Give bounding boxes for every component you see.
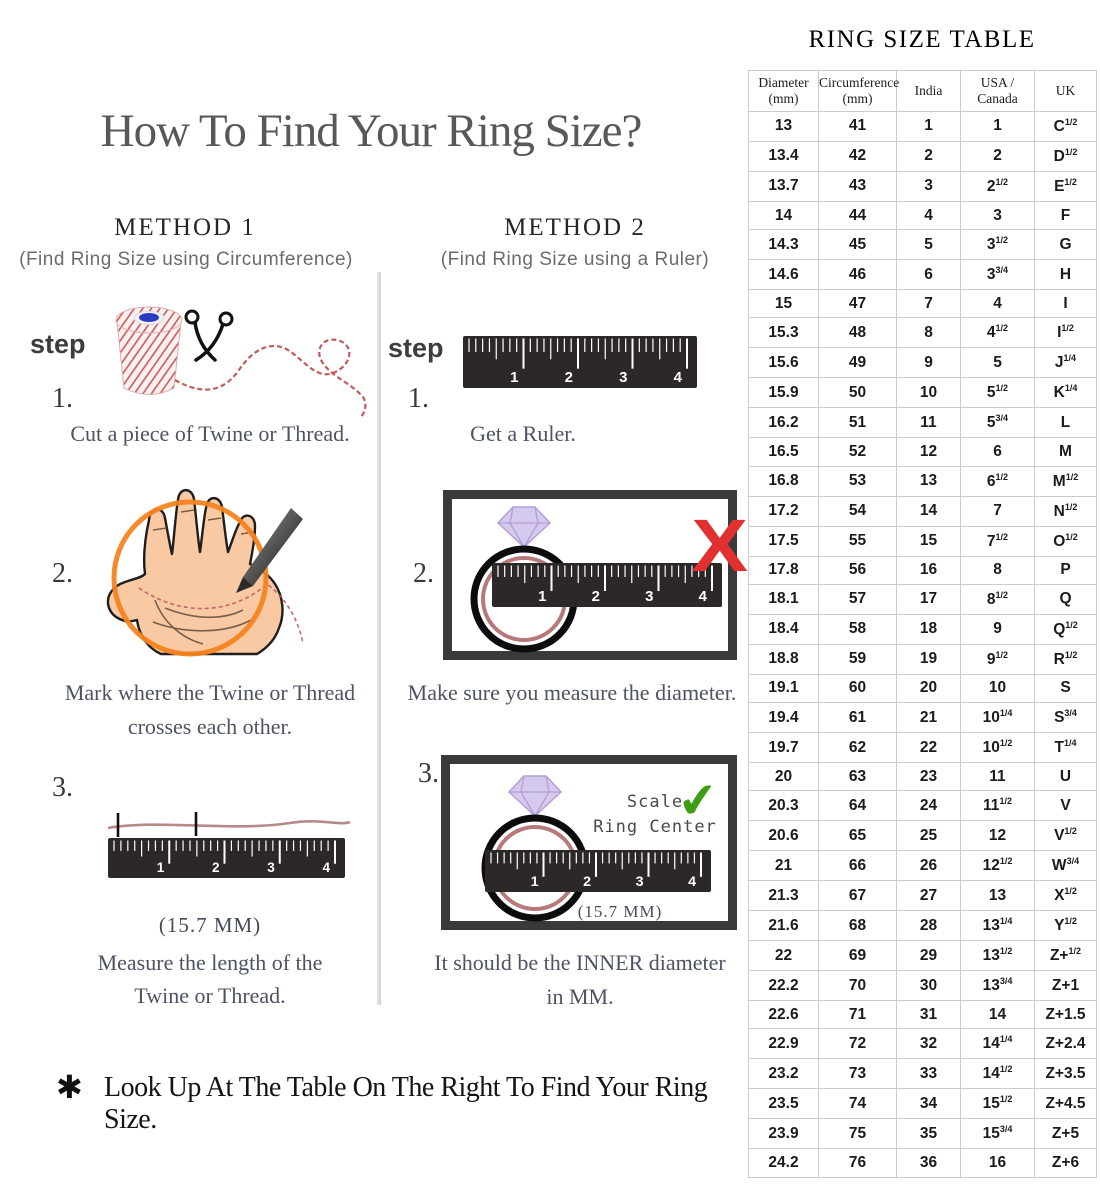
- table-row: [749, 526, 1097, 556]
- table-cell: 19.1: [749, 674, 819, 702]
- table-cell: 20: [897, 674, 961, 702]
- footnote-text: Look Up At The Table On The Right To Find Your Ring Size.: [104, 1072, 708, 1135]
- table-cell: $Q^{1/2}$: [1035, 614, 1097, 644]
- table-row: [749, 466, 1097, 496]
- table-cell: 33: [897, 1059, 961, 1089]
- asterisk-icon: ✱: [56, 1069, 83, 1105]
- table-cell: Z+$^{1/2}$: [1035, 941, 1097, 971]
- svg-text:4: 4: [673, 369, 682, 386]
- table-cell: 20.3: [749, 791, 819, 821]
- table-cell: 23: [897, 763, 961, 791]
- table-cell: 19: [897, 644, 961, 674]
- caption-line: Mark where the Twine or Thread: [64, 680, 356, 705]
- table-cell: 72: [819, 1029, 897, 1059]
- figure-mm-label: (15.7 MM): [577, 902, 663, 921]
- table-cell: 28: [897, 911, 961, 941]
- svg-text:3: 3: [619, 369, 628, 386]
- table-cell: 21: [749, 851, 819, 881]
- table-cell: 18.1: [749, 584, 819, 614]
- table-cell: 44: [819, 201, 897, 229]
- table-row: [749, 230, 1097, 260]
- table-cell: $K^{1/4}$: [1035, 378, 1097, 408]
- table-row: [749, 703, 1097, 733]
- table-cell: 21: [897, 703, 961, 733]
- ring-ruler-wrong-figure: [443, 490, 749, 660]
- table-cell: Z+2.4: [1035, 1029, 1097, 1059]
- table-cell: 8: [961, 556, 1035, 584]
- table-cell: 6: [897, 260, 961, 290]
- table-row: [749, 378, 1097, 408]
- table-cell: 49: [819, 348, 897, 378]
- table-cell: 32: [897, 1029, 961, 1059]
- table-cell: 41: [819, 112, 897, 142]
- table-cell: 68: [819, 911, 897, 941]
- table-cell: 5: [897, 230, 961, 260]
- table-cell: $5^{3/4}$: [961, 408, 1035, 438]
- note-line: Ring Center: [593, 817, 717, 837]
- table-cell: $M^{1/2}$: [1035, 466, 1097, 496]
- column-header: Circumference (mm): [819, 71, 897, 112]
- table-cell: 19.4: [749, 703, 819, 733]
- table-cell: 14.3: [749, 230, 819, 260]
- method2-step2-caption: Make sure you measure the diameter.: [407, 680, 737, 705]
- table-row: [749, 201, 1097, 229]
- table-row: [749, 733, 1097, 763]
- table-cell: 58: [819, 614, 897, 644]
- table-cell: G: [1035, 230, 1097, 260]
- table-cell: 12: [961, 821, 1035, 851]
- table-cell: $3^{1/2}$: [961, 230, 1035, 260]
- table-cell: 16: [897, 556, 961, 584]
- table-cell: 60: [819, 674, 897, 702]
- table-header-row: [749, 71, 1097, 112]
- ruler-illustration: [108, 838, 345, 878]
- table-cell: 7: [961, 496, 1035, 526]
- page-title: How To Find Your Ring Size?: [100, 105, 642, 157]
- column-header: UK: [1035, 71, 1097, 112]
- table-cell: 23.9: [749, 1119, 819, 1149]
- method1-step1-caption: Cut a piece of Twine or Thread.: [70, 421, 350, 446]
- table-row: [749, 556, 1097, 584]
- table-cell: 20: [749, 763, 819, 791]
- table-cell: $J^{1/4}$: [1035, 348, 1097, 378]
- table-row: [749, 1059, 1097, 1089]
- table-row: [749, 112, 1097, 142]
- table-cell: 36: [897, 1149, 961, 1178]
- table-row: [749, 791, 1097, 821]
- table-cell: Q: [1035, 584, 1097, 614]
- table-cell: $13^{1/4}$: [961, 911, 1035, 941]
- table-cell: 24: [897, 791, 961, 821]
- method1-heading: METHOD 1: [114, 214, 256, 241]
- twine-spool-illustration: [105, 300, 373, 422]
- table-row: [749, 1029, 1097, 1059]
- column-divider: [377, 272, 381, 1005]
- method2-step1-number: 1.: [408, 383, 429, 414]
- table-cell: 21.3: [749, 881, 819, 911]
- table-row: [749, 674, 1097, 702]
- svg-text:2: 2: [591, 588, 600, 605]
- table-cell: $13^{1/2}$: [961, 941, 1035, 971]
- table-cell: 29: [897, 941, 961, 971]
- table-cell: $4^{1/2}$: [961, 318, 1035, 348]
- table-cell: $3^{3/4}$: [961, 260, 1035, 290]
- table-row: [749, 318, 1097, 348]
- table-cell: 2: [897, 141, 961, 171]
- method2-step2-number: 2.: [413, 558, 434, 589]
- column-header: India: [897, 71, 961, 112]
- table-cell: 51: [819, 408, 897, 438]
- table-cell: 17.2: [749, 496, 819, 526]
- table-cell: $E^{1/2}$: [1035, 171, 1097, 201]
- table-cell: 14: [749, 201, 819, 229]
- table-cell: Z+6: [1035, 1149, 1097, 1178]
- table-cell: 1: [897, 112, 961, 142]
- table-cell: U: [1035, 763, 1097, 791]
- table-cell: 17.5: [749, 526, 819, 556]
- table-cell: Z+4.5: [1035, 1089, 1097, 1119]
- caption-line: It should be the INNER diameter: [434, 950, 726, 975]
- table-row: [749, 584, 1097, 614]
- table-row: [749, 141, 1097, 171]
- twine-thread: [175, 340, 365, 418]
- table-cell: 31: [897, 1001, 961, 1029]
- table-cell: 55: [819, 526, 897, 556]
- table-cell: 12: [897, 438, 961, 466]
- table-cell: Z+1.5: [1035, 1001, 1097, 1029]
- table-cell: 3: [961, 201, 1035, 229]
- measured-thread-illustration: [100, 810, 355, 840]
- table-cell: 1: [961, 112, 1035, 142]
- table-cell: 3: [897, 171, 961, 201]
- table-row: [749, 1119, 1097, 1149]
- table-cell: 65: [819, 821, 897, 851]
- table-cell: 8: [897, 318, 961, 348]
- table-cell: $14^{1/2}$: [961, 1059, 1035, 1089]
- svg-text:1: 1: [530, 874, 539, 890]
- table-cell: 10: [961, 674, 1035, 702]
- table-cell: 11: [897, 408, 961, 438]
- table-cell: 9: [897, 348, 961, 378]
- table-cell: 15: [749, 290, 819, 318]
- table-cell: L: [1035, 408, 1097, 438]
- table-cell: $N^{1/2}$: [1035, 496, 1097, 526]
- table-row: [749, 348, 1097, 378]
- method2-step3-caption: [410, 946, 750, 1014]
- table-cell: $V^{1/2}$: [1035, 821, 1097, 851]
- table-cell: $14^{1/4}$: [961, 1029, 1035, 1059]
- table-cell: 62: [819, 733, 897, 763]
- table-cell: 45: [819, 230, 897, 260]
- table-cell: 61: [819, 703, 897, 733]
- table-row: [749, 260, 1097, 290]
- table-row: [749, 290, 1097, 318]
- table-cell: 16.5: [749, 438, 819, 466]
- table-cell: 18: [897, 614, 961, 644]
- table-cell: 4: [961, 290, 1035, 318]
- table-cell: 20.6: [749, 821, 819, 851]
- table-cell: 50: [819, 378, 897, 408]
- table-row: [749, 644, 1097, 674]
- table-cell: $T^{1/4}$: [1035, 733, 1097, 763]
- table-cell: H: [1035, 260, 1097, 290]
- svg-text:4: 4: [698, 588, 707, 605]
- table-row: [749, 171, 1097, 201]
- table-cell: $10^{1/2}$: [961, 733, 1035, 763]
- table-cell: 69: [819, 941, 897, 971]
- table-cell: 47: [819, 290, 897, 318]
- table-cell: 18.8: [749, 644, 819, 674]
- svg-text:3: 3: [635, 874, 644, 890]
- table-row: [749, 881, 1097, 911]
- table-cell: 13.7: [749, 171, 819, 201]
- table-cell: $13^{3/4}$: [961, 971, 1035, 1001]
- table-cell: 15.9: [749, 378, 819, 408]
- table-cell: 21.6: [749, 911, 819, 941]
- table-cell: 15.6: [749, 348, 819, 378]
- x-mark: X: [691, 504, 749, 587]
- table-cell: M: [1035, 438, 1097, 466]
- ring-table: [748, 70, 1097, 1178]
- table-cell: 43: [819, 171, 897, 201]
- table-row: [749, 821, 1097, 851]
- table-cell: Z+3.5: [1035, 1059, 1097, 1089]
- caption-line: Measure the length of the: [97, 950, 323, 975]
- table-cell: $15^{1/2}$: [961, 1089, 1035, 1119]
- table-cell: 14: [897, 496, 961, 526]
- table-cell: 9: [961, 614, 1035, 644]
- method1-subtitle: (Find Ring Size using Circumference): [19, 249, 353, 270]
- table-cell: 67: [819, 881, 897, 911]
- ruler-illustration: [492, 563, 722, 607]
- method1-step2-number: 2.: [52, 558, 73, 589]
- table-cell: 74: [819, 1089, 897, 1119]
- table-body: [749, 112, 1097, 1178]
- table-cell: 15.3: [749, 318, 819, 348]
- method2-subtitle: (Find Ring Size using a Ruler): [440, 249, 710, 270]
- table-cell: S: [1035, 674, 1097, 702]
- method1-step1-number: 1.: [52, 383, 73, 414]
- table-cell: $15^{3/4}$: [961, 1119, 1035, 1149]
- table-cell: 75: [819, 1119, 897, 1149]
- table-cell: 59: [819, 644, 897, 674]
- table-cell: 71: [819, 1001, 897, 1029]
- table-row: [749, 911, 1097, 941]
- table-cell: 11: [961, 763, 1035, 791]
- diamond-icon: [498, 507, 550, 547]
- table-cell: $6^{1/2}$: [961, 466, 1035, 496]
- caption-line: crosses each other.: [127, 714, 293, 739]
- table-cell: $X^{1/2}$: [1035, 881, 1097, 911]
- table-cell: 53: [819, 466, 897, 496]
- table-cell: 6: [961, 438, 1035, 466]
- table-cell: 48: [819, 318, 897, 348]
- table-cell: 22.6: [749, 1001, 819, 1029]
- table-cell: 19.7: [749, 733, 819, 763]
- column-header: Diameter (mm): [749, 71, 819, 112]
- method1-step2-caption: [15, 676, 405, 744]
- scissors-icon: [186, 311, 232, 360]
- table-cell: 76: [819, 1149, 897, 1178]
- table-cell: 16.8: [749, 466, 819, 496]
- method2-step1-caption: Get a Ruler.: [470, 421, 576, 446]
- table-cell: 54: [819, 496, 897, 526]
- table-cell: $8^{1/2}$: [961, 584, 1035, 614]
- table-cell: 34: [897, 1089, 961, 1119]
- table-cell: 25: [897, 821, 961, 851]
- table-cell: 63: [819, 763, 897, 791]
- table-cell: 26: [897, 851, 961, 881]
- table-cell: $D^{1/2}$: [1035, 141, 1097, 171]
- table-row: [749, 438, 1097, 466]
- method2-step3-number: 3.: [418, 758, 439, 789]
- table-cell: 5: [961, 348, 1035, 378]
- table-cell: 13.4: [749, 141, 819, 171]
- table-cell: $W^{3/4}$: [1035, 851, 1097, 881]
- table-head: [749, 71, 1097, 112]
- svg-text:2: 2: [564, 369, 573, 386]
- caption-line: in MM.: [546, 984, 614, 1009]
- table-cell: 30: [897, 971, 961, 1001]
- svg-text:1: 1: [510, 369, 519, 386]
- table-cell: 7: [897, 290, 961, 318]
- table-cell: 16: [961, 1149, 1035, 1178]
- table-cell: 46: [819, 260, 897, 290]
- table-cell: $S^{3/4}$: [1035, 703, 1097, 733]
- table-cell: 24.2: [749, 1149, 819, 1178]
- table-row: [749, 1149, 1097, 1178]
- table-cell: $5^{1/2}$: [961, 378, 1035, 408]
- table-title: RING SIZE TABLE: [808, 26, 1036, 53]
- table-cell: $R^{1/2}$: [1035, 644, 1097, 674]
- table-cell: $C^{1/2}$: [1035, 112, 1097, 142]
- table-row: [749, 496, 1097, 526]
- table-cell: 22.9: [749, 1029, 819, 1059]
- table-cell: 42: [819, 141, 897, 171]
- table-cell: $11^{1/2}$: [961, 791, 1035, 821]
- table-cell: P: [1035, 556, 1097, 584]
- column-header: USA / Canada: [961, 71, 1035, 112]
- method1-step-label: step: [30, 329, 86, 359]
- ruler-illustration: [485, 850, 711, 892]
- table-cell: 10: [897, 378, 961, 408]
- table-cell: 14.6: [749, 260, 819, 290]
- table-row: [749, 614, 1097, 644]
- method2-heading: METHOD 2: [504, 214, 646, 241]
- table-cell: 23.5: [749, 1089, 819, 1119]
- table-cell: 56: [819, 556, 897, 584]
- table-cell: $Y^{1/2}$: [1035, 911, 1097, 941]
- table-cell: I: [1035, 290, 1097, 318]
- table-cell: Z+5: [1035, 1119, 1097, 1149]
- table-cell: $10^{1/4}$: [961, 703, 1035, 733]
- table-cell: 4: [897, 201, 961, 229]
- table-row: [749, 1001, 1097, 1029]
- table-row: [749, 851, 1097, 881]
- ruler-illustration: [463, 336, 697, 388]
- table-cell: 57: [819, 584, 897, 614]
- table-cell: 23.2: [749, 1059, 819, 1089]
- table-cell: 22.2: [749, 971, 819, 1001]
- table-cell: 16.2: [749, 408, 819, 438]
- svg-text:2: 2: [583, 874, 591, 890]
- table-cell: 70: [819, 971, 897, 1001]
- table-cell: $O^{1/2}$: [1035, 526, 1097, 556]
- svg-text:4: 4: [322, 860, 330, 875]
- table-cell: $2^{1/2}$: [961, 171, 1035, 201]
- hand-illustration: [95, 482, 325, 674]
- table-cell: $9^{1/2}$: [961, 644, 1035, 674]
- table-cell: 52: [819, 438, 897, 466]
- table-cell: 18.4: [749, 614, 819, 644]
- svg-text:3: 3: [645, 588, 654, 605]
- table-cell: 22: [749, 941, 819, 971]
- svg-text:2: 2: [211, 860, 220, 875]
- table-cell: V: [1035, 791, 1097, 821]
- check-icon: ✔: [675, 773, 721, 830]
- note-line: Scale: [626, 792, 684, 812]
- table-cell: 17.8: [749, 556, 819, 584]
- svg-text:1: 1: [156, 860, 165, 875]
- table-cell: $7^{1/2}$: [961, 526, 1035, 556]
- table-cell: $I^{1/2}$: [1035, 318, 1097, 348]
- table-cell: $12^{1/2}$: [961, 851, 1035, 881]
- svg-text:1: 1: [538, 588, 547, 605]
- table-row: [749, 408, 1097, 438]
- table-cell: 15: [897, 526, 961, 556]
- method1-mm-label: (15.7 MM): [158, 913, 262, 937]
- table-cell: 13: [897, 466, 961, 496]
- table-cell: 2: [961, 141, 1035, 171]
- method1-step3-caption: [15, 946, 405, 1012]
- table-cell: 17: [897, 584, 961, 614]
- table-cell: 66: [819, 851, 897, 881]
- diamond-icon: [509, 776, 561, 816]
- table-cell: 64: [819, 791, 897, 821]
- caption-line: Twine or Thread.: [134, 983, 286, 1008]
- table-cell: 27: [897, 881, 961, 911]
- table-cell: 13: [749, 112, 819, 142]
- table-cell: 22: [897, 733, 961, 763]
- table-cell: 14: [961, 1001, 1035, 1029]
- table-cell: F: [1035, 201, 1097, 229]
- spool-core: [139, 313, 159, 322]
- table-row: [749, 971, 1097, 1001]
- table-cell: 13: [961, 881, 1035, 911]
- table-row: [749, 941, 1097, 971]
- method1-step3-number: 3.: [52, 772, 73, 803]
- table-cell: 73: [819, 1059, 897, 1089]
- svg-text:4: 4: [688, 874, 696, 890]
- table-cell: Z+1: [1035, 971, 1097, 1001]
- table-cell: 35: [897, 1119, 961, 1149]
- ring-ruler-correct-figure: [441, 755, 737, 930]
- svg-text:3: 3: [267, 860, 275, 875]
- table-row: [749, 1089, 1097, 1119]
- method2-step-label: step: [388, 333, 444, 363]
- table-row: [749, 763, 1097, 791]
